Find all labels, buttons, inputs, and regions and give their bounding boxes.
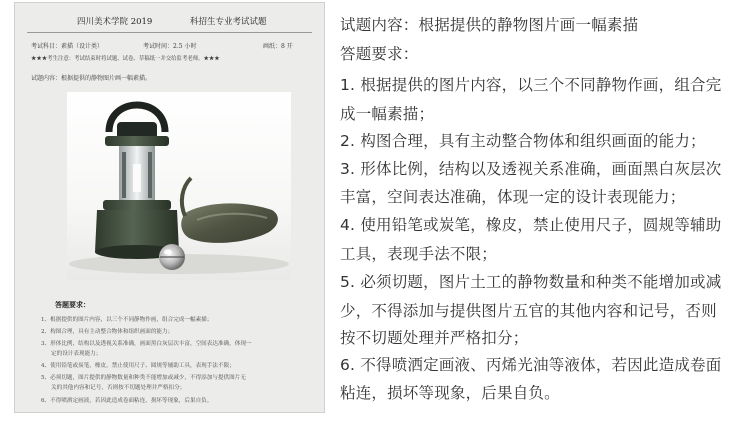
exam-requirements-title: 答题要求：: [55, 300, 90, 309]
header-rule: [27, 32, 312, 33]
exam-req-line: 2、构图合理，具有主动整合物体和组织画面的能力；: [41, 329, 174, 335]
exam-paper-photo: [14, 2, 325, 413]
panel-requirement-line: 少，不得添加与提供图片五官的其他内容和记号，否则: [340, 302, 717, 320]
panel-content-line: 试题内容：根据提供的静物图片画一幅素描: [340, 16, 639, 34]
exam-req-line: 1、根据提供的图片内容，以三个不同静物作画，组合完成一幅素描；: [41, 317, 213, 323]
exam-req-line: 关的其他内容和记号，否则按不切题处理并严格扣分；: [51, 385, 186, 391]
panel-requirement-line: 6. 不得喷洒定画液、丙烯光油等液体，若因此造成卷面: [340, 356, 722, 374]
panel-requirement-line: 2. 构图合理，具有主动整合物体和组织画面的能力；: [340, 132, 706, 150]
panel-requirement-line: 5. 必须切题，图片土工的静物数量和种类不能增加或减: [340, 273, 722, 291]
exam-req-line: 4、使用铅笔或炭笔，橡皮，禁止使用尺子、圆规等辅助工具，表现手法不限；: [41, 363, 235, 369]
exam-req-line: 6、不得喷洒定画液，若因此造成卷面粘连，损坏等现象，后果自负。: [41, 398, 213, 404]
panel-requirement-line: 1. 根据提供的图片内容，以三个不同静物作画，组合完: [340, 76, 722, 94]
exam-paper-size: 画纸：8 开: [263, 43, 293, 50]
panel-requirement-line: 工具，表现手法不限；: [340, 245, 498, 263]
exam-content: 试题内容：根据提供的静物图片画一幅素描。: [31, 75, 152, 82]
exam-title: 科招生专业考试试题: [190, 17, 267, 27]
exam-notice: ★★★考生注意：考试结束时将试题、试卷、草稿纸一并交给监考老师。★★★: [31, 56, 220, 62]
still-life-illustration: [67, 92, 291, 280]
panel-requirement-line: 丰富，空间表达准确，体现一定的设计表现能力；: [340, 188, 686, 206]
panel-requirement-line: 成一幅素描；: [340, 105, 435, 123]
panel-requirements-heading: 答题要求：: [340, 45, 419, 63]
panel-requirement-line: 粘连，损坏等现象，后果自负。: [340, 384, 560, 402]
exam-school: 四川美术学院 2019: [77, 17, 153, 27]
exam-subject: 考试科目：素描（设计类）: [31, 43, 104, 50]
steel-ball: [159, 244, 185, 270]
exam-req-line: 5、必须切题，图片提供的静物数量和种类不能增加或减少，不得添加与提供图片无: [41, 375, 246, 381]
lantern: [95, 105, 179, 259]
panel-requirement-line: 3. 形体比例，结构以及透视关系准确，画面黑白灰层次: [340, 160, 722, 178]
exam-time: 考试时间：2.5 小时: [143, 43, 197, 50]
pepper: [181, 178, 278, 243]
panel-requirement-line: 4. 使用铅笔或炭笔，橡皮，禁止使用尺子，圆规等辅助: [340, 216, 722, 234]
exam-req-line: 定的设计表现能力；: [51, 351, 102, 357]
exam-req-line: 3、形体比例，结构以及透视关系准确，画面黑白灰层次丰富，空间表达准确，体现一: [41, 341, 252, 347]
still-life-photo: [67, 92, 291, 280]
panel-requirement-line: 按不切题处理并严格扣分；: [340, 329, 529, 347]
